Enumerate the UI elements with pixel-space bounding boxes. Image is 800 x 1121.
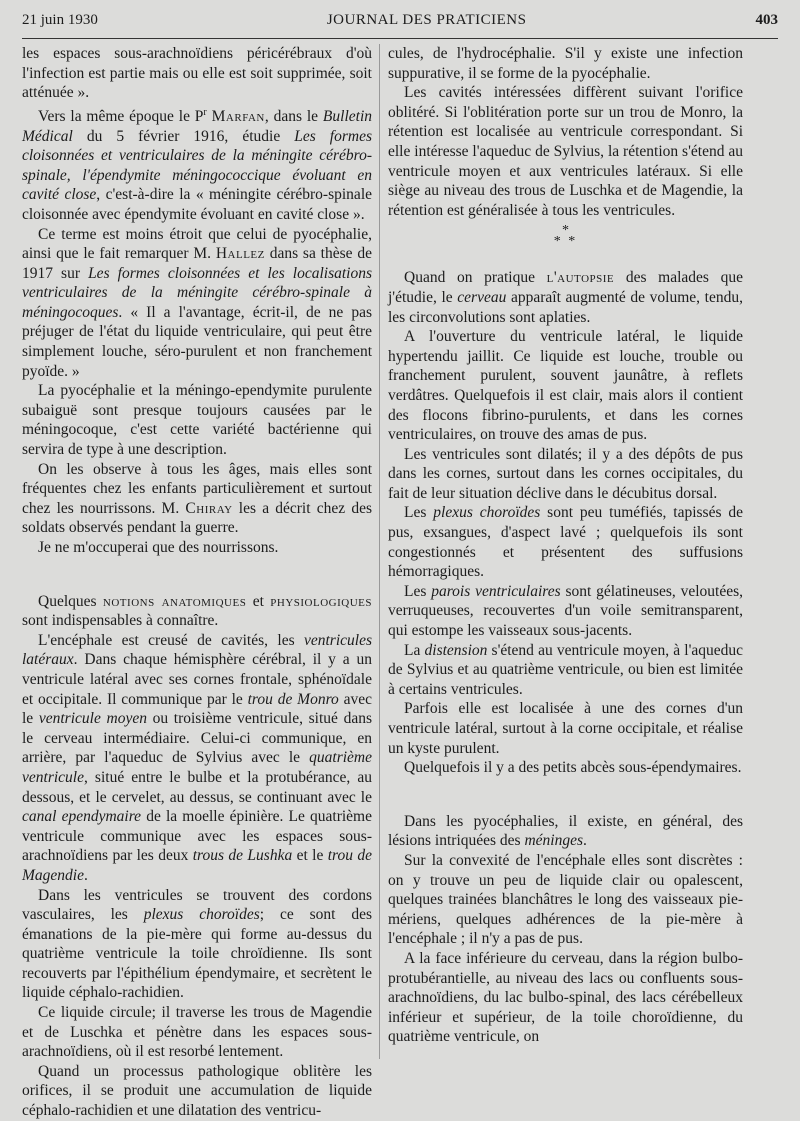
paragraph: les espaces sous-arachnoïdiens péricérébraux d'où l'infection est partie mais ou elle est soit supprimée, soit atténuée ».: [22, 45, 372, 102]
paragraph: Les cavités intéressées diffèrent suivant l'orifice oblitéré. Si l'oblitération porte sur un trou de Monro, la rétention est localisée au ventricule correspondant. Si elle intéresse l'aqueduc de Sylvius, la rétention s'étend au ventricule moyen et aux ventricules latéraux. Si elle siège au niveau des trous de Luschka et de Magendie, la rétention est généralisée à tous les ventricules.: [388, 84, 743, 219]
paragraph: Quelques notions anatomiques et physiologiques sont indispensables à connaître.: [22, 592, 372, 630]
paragraph: Quand on pratique l'autopsie des malades que j'étudie, le cerveau apparaît augmenté de volume, tendu, les circonvolutions sont aplaties.: [388, 269, 744, 326]
header-rule: [22, 38, 778, 39]
journal-title: JOURNAL DES PRATICIENS: [326, 12, 527, 28]
section-separator-asterism: * * *: [553, 223, 578, 250]
paragraph: Quelquefois il y a des petits abcès sous-épendymaires.: [404, 759, 742, 777]
paragraph: Parfois elle est localisée à une des cornes d'un ventricule latéral, surtout à la corne occipitale, et réalise un kyste purulent.: [388, 700, 743, 757]
column-divider: [379, 44, 380, 1059]
paragraph: Quand un processus pathologique oblitère les orifices, il se produit une accumulation de liquide céphalo-rachidien et une dilatation des ventricu-: [22, 1062, 372, 1120]
left-column: [22, 44, 373, 1120]
paragraph: Les plexus choroïdes sont peu tuméfiés, tapissés de pus, exsangues, d'aspect lavé ; quelquefois ils sont congestionnés et présentent des suffusions hémorragiques.: [388, 504, 743, 581]
paragraph: Les ventricules sont dilatés; il y a des dépôts de pus dans les cornes, surtout dans les cornes occipitales, du fait de leur situation déclive dans le décubitus dorsal.: [388, 445, 743, 502]
paragraph: cules, de l'hydrocéphalie. S'il y existe une infection suppurative, il se forme de la pyocéphalie.: [388, 45, 743, 82]
paragraph: Ce terme est moins étroit que celui de pyocéphalie, ainsi que le fait remarquer M. Hallez dans sa thèse de 1917 sur Les formes cloisonnées et les localisations ventriculaires de la méningite cérébro-spinale à méningocoques. « Il a l'avantage, écrit-il, de ne pas préjuger de l'état du liquide ventriculaire, qui peut être simplement louche, séro-purulent et non franchement pyoïde. »: [22, 225, 373, 380]
issue-date: 21 juin 1930: [22, 12, 98, 28]
paragraph: Je ne m'occuperai que des nourrissons.: [38, 539, 279, 556]
paragraph: Sur la convexité de l'encéphale elles sont discrètes : on y trouve un peu de liquide clair ou opalescent, quelques trainées blanchâtres le long des vaisseaux pie-mériens, quelques adhérences de la pie-mère à l'encéphale ; il n'y a pas de pus.: [388, 851, 743, 948]
paragraph: Dans les ventricules se trouvent des cordons vasculaires, les plexus choroïdes; ce sont des émanations de la pie-mère qui forme au-dessus du quatrième ventricule la toile chroïdienne. Ils sont recouverts par l'épithélium épendymaire, et secrètent le liquide céphalo-rachidien.: [22, 886, 373, 1002]
paragraph: A la face inférieure du cerveau, dans la région bulbo-protubérantielle, au niveau des lacs ou confluents sous-arachnoïdiens, du lac bulbo-spinal, des lacs cérébelleux inférieur et supérieur, de la toile choroïdienne, du quatrième ventricule, on: [388, 949, 743, 1046]
paragraph: Ce liquide circule; il traverse les trous de Magendie et de Luschka et pénètre dans les espaces sous-arachnoïdiens, où il est resorbé lentement.: [22, 1004, 372, 1061]
paragraph: La distension s'étend au ventricule moyen, à l'aqueduc de Sylvius et au quatrième ventricule, ou bien est limitée à certains ventricules.: [388, 641, 743, 698]
paragraph: L'encéphale est creusé de cavités, les ventricules latéraux. Dans chaque hémisphère cérébral, il y a un ventricule latéral avec ses cornes frontale, sphénoïdale et occipitale. Il communique par le trou de Monro avec le ventricule moyen ou troisième ventricule, situé dans le cerveau intermédiaire. Celui-ci communique, en arrière, par l'aqueduc de Sylvius avec le quatrième ventricule, situé entre le bulbe et la protubérance, au dessous, et le cervelet, au dessus, se continuant avec le canal ependymaire de la moelle épinière. Le quatrième ventricule communique avec les espaces sous-arachnoïdiens par les deux trous de Lushka et le trou de Magendie.: [22, 631, 373, 884]
page-number: 403: [755, 12, 778, 28]
paragraph: Dans les pyocéphalies, il existe, en général, des lésions intriquées des méninges.: [388, 812, 743, 850]
paragraph: Vers la même époque le $P^r$ Marfan, dans le Bulletin Médical du 5 février 1916, étudie Les formes cloisonnées et ventriculaires de la méningite cérébro-spinale, l'épendymite méningococcique évoluant en cavité close, c'est-à-dire la « méningite cérébro-spinale cloisonnée avec épendymite évoluant en cavité close ».: [22, 106, 372, 223]
page-header: [22, 12, 778, 34]
right-column: [388, 44, 743, 1059]
paragraph: A l'ouverture du ventricule latéral, le liquide hypertendu jaillit. Ce liquide est louche, trouble ou franchement purulent, souvent jaunâtre, à reflets verdâtres. Quelquefois il est clair, mais alors il contient des flocons fibrino-purulents, et dans les cornes ventriculaires, on trouve des amas de pus.: [388, 328, 743, 444]
paragraph: On les observe à tous les âges, mais elles sont fréquentes chez les enfants particulièrement et surtout chez les nourrissons. M. Chiray les a décrit chez des soldats observés pendant la guerre.: [22, 460, 372, 537]
paragraph: Les parois ventriculaires sont gélatineuses, veloutées, verruqueuses, recouvertes d'un voile semitransparent, qui estompe les vaisseaux sous-jacents.: [388, 582, 744, 640]
paragraph: La pyocéphalie et la méningo-ependymite purulente subaiguë sont presque toujours causées par le méningocoque, c'est cette variété bactérienne qui servira de type à une description.: [22, 382, 372, 459]
